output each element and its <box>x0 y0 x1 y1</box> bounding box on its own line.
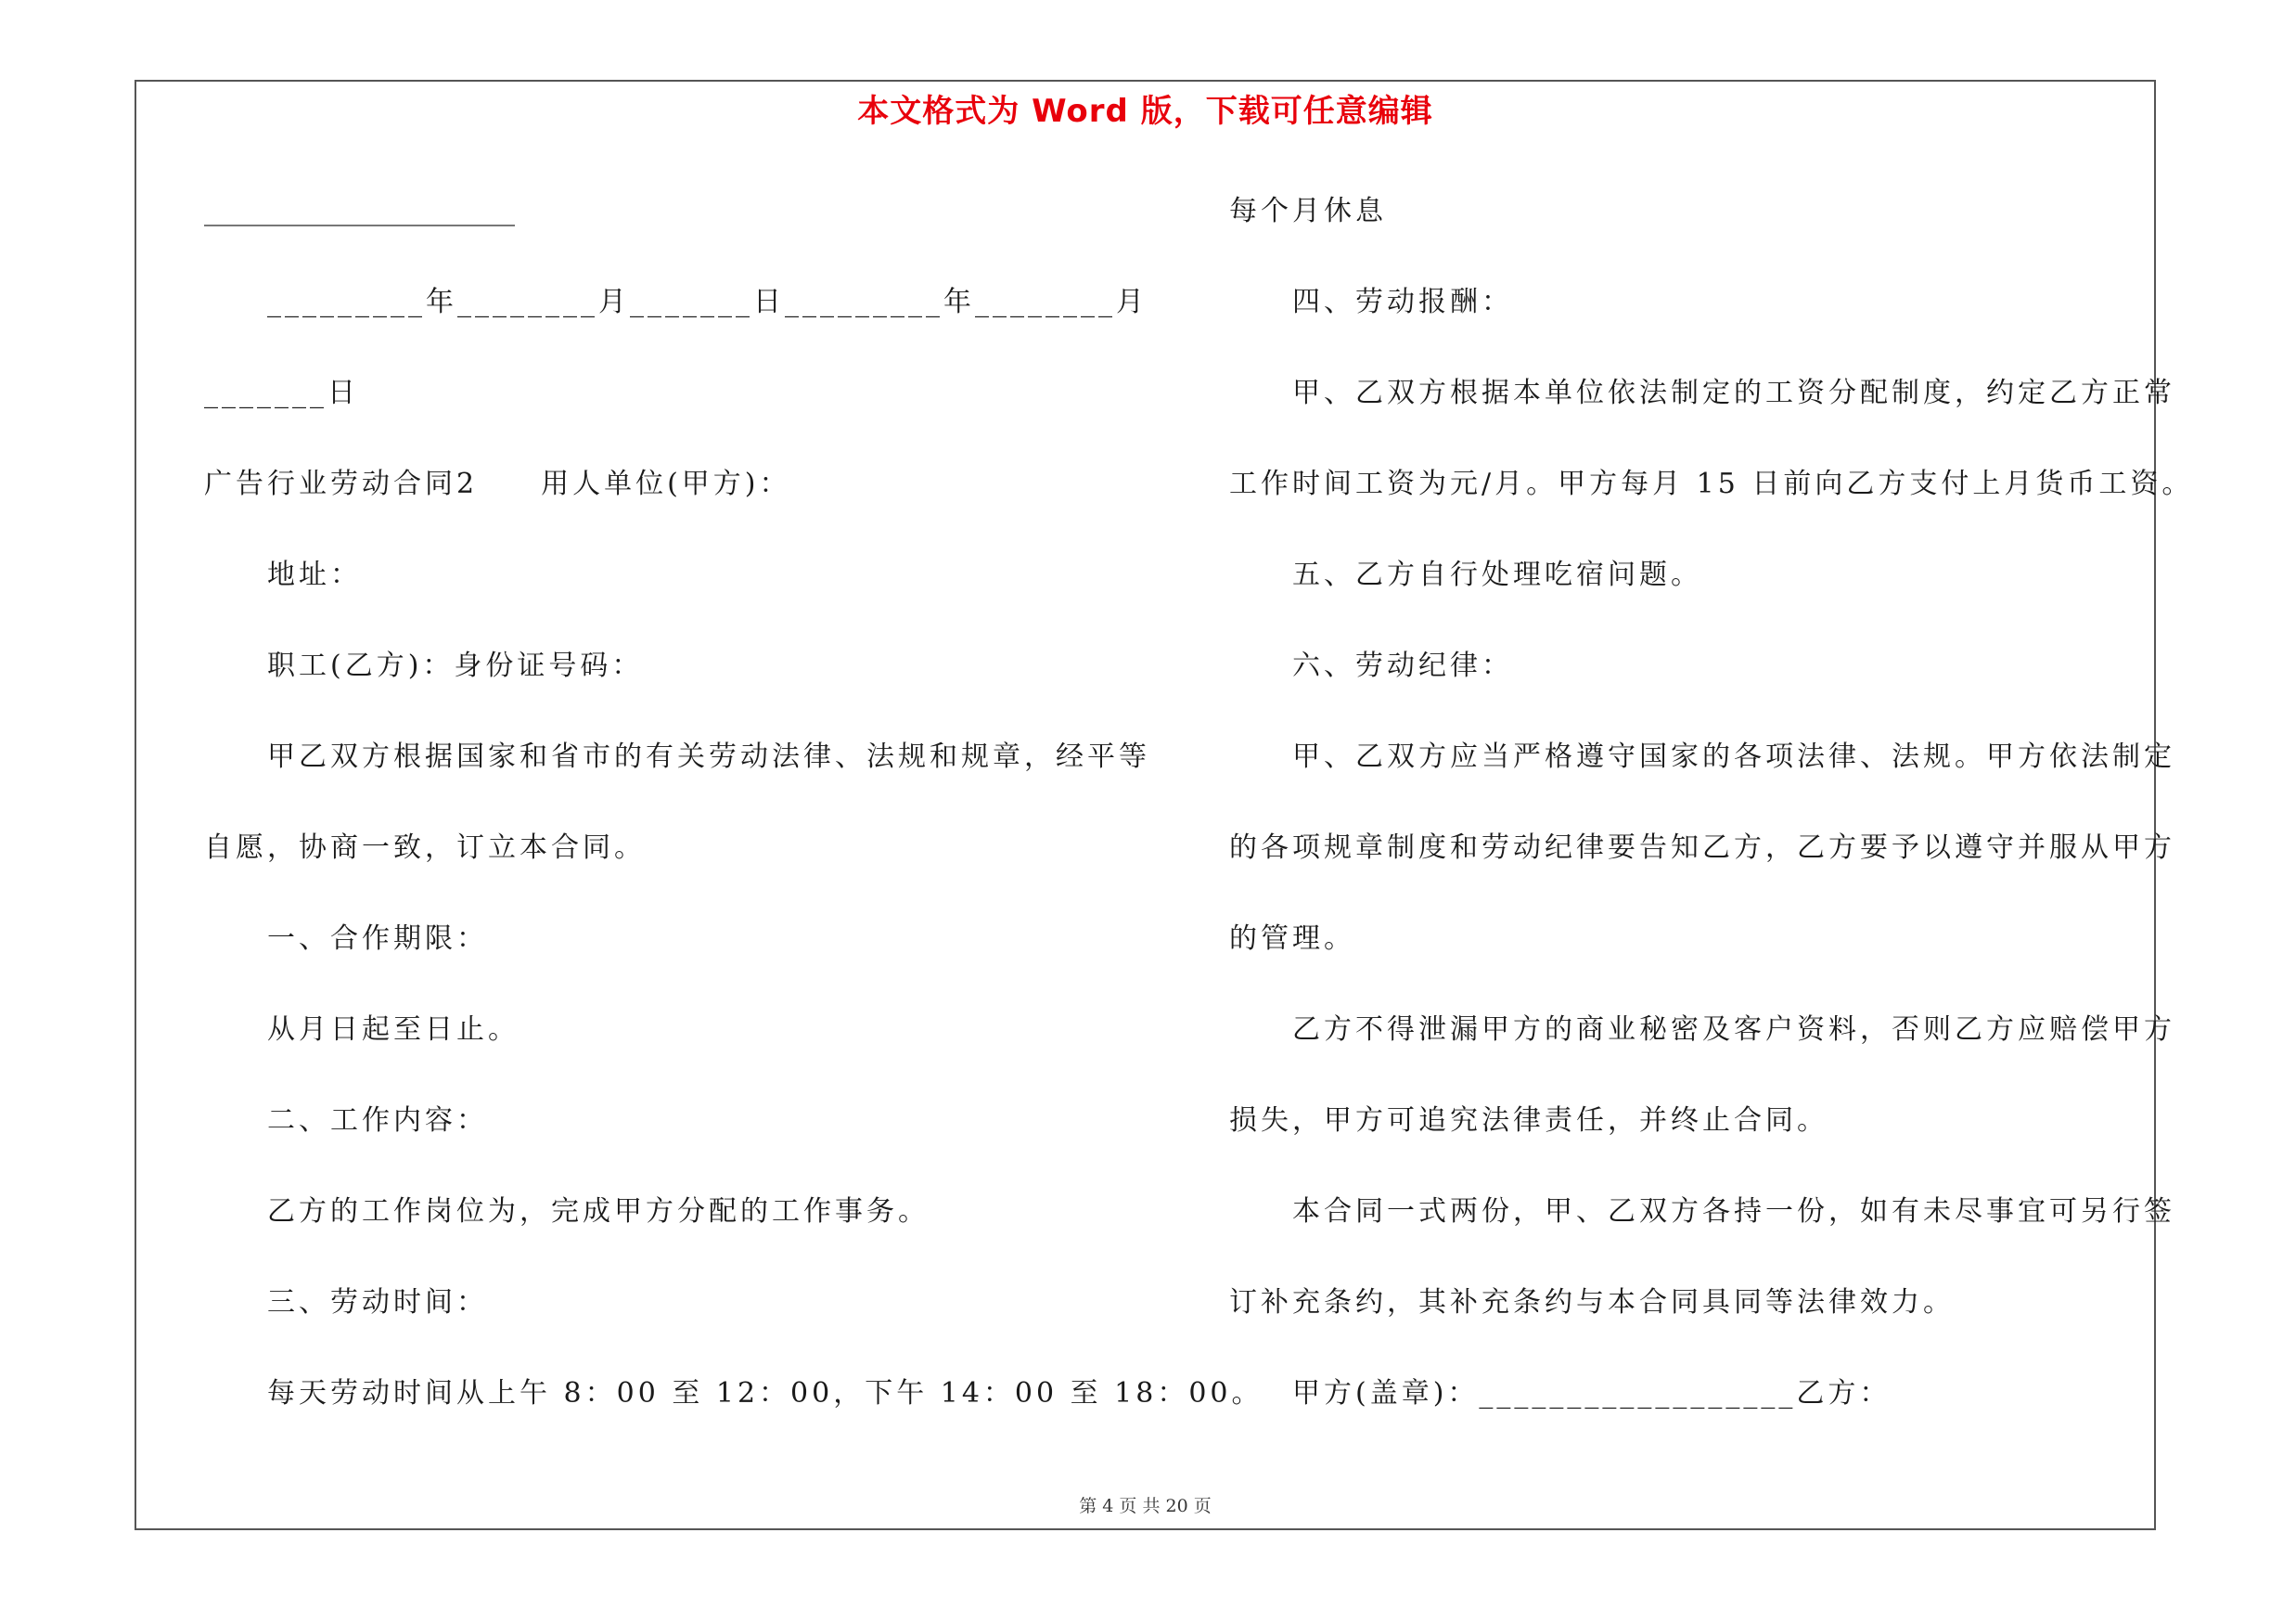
section-6-body-line-2: 的各项规章制度和劳动纪律要告知乙方，乙方要予以遵守并服从甲方 <box>1229 831 2175 864</box>
section-5: 五、乙方自行处理吃宿问题。 <box>1292 559 1702 591</box>
word-format-banner: 本文格式为 Word 版，下载可任意编辑 <box>857 93 1433 130</box>
date-line: _________年________月_______日_________年________月 <box>267 286 1148 318</box>
copies-line-1: 本合同一式两份，甲、乙双方各持一份，如有未尽事宜可另行签 <box>1292 1195 2175 1228</box>
intro-paragraph-line-2: 自愿，协商一致，订立本合同。 <box>204 831 646 864</box>
section-1-body: 从月日起至日止。 <box>267 1013 519 1046</box>
confidentiality-line-2: 损失，甲方可追究法律责任，并终止合同。 <box>1229 1104 1828 1137</box>
section-6-body-line-1: 甲、乙双方应当严格遵守国家的各项法律、法规。甲方依法制定 <box>1292 741 2175 773</box>
section-1-heading: 一、合作期限： <box>267 922 488 955</box>
section-4-heading: 四、劳动报酬： <box>1292 286 1513 318</box>
section-2-body: 乙方的工作岗位为，完成甲方分配的工作事务。 <box>267 1195 930 1228</box>
confidentiality-line-1: 乙方不得泄漏甲方的商业秘密及客户资料，否则乙方应赔偿甲方 <box>1292 1013 2175 1046</box>
section-6-body-line-3: 的管理。 <box>1229 922 1355 955</box>
section-3-body: 每天劳动时间从上午 8：00 至 12：00，下午 14：00 至 18：00。 <box>267 1377 1263 1410</box>
page-number: 第 4 页 共 20 页 <box>1079 1496 1212 1516</box>
intro-paragraph-line-1: 甲乙双方根据国家和省市的有关劳动法律、法规和规章，经平等 <box>267 741 1150 773</box>
copies-line-2: 订补充条约，其补充条约与本合同具同等法律效力。 <box>1229 1286 1955 1319</box>
employee-field: 职工(乙方)：身份证号码： <box>267 650 644 682</box>
address-field: 地址： <box>267 559 362 591</box>
section-6-heading: 六、劳动纪律： <box>1292 650 1513 682</box>
section-2-heading: 二、工作内容： <box>267 1104 488 1137</box>
date-day: _______日 <box>204 377 359 409</box>
section-3-heading: 三、劳动时间： <box>267 1286 488 1319</box>
rest-line: 每个月休息 <box>1229 195 1387 227</box>
blank-underline <box>204 225 515 226</box>
contract-title-line: 广告行业劳动合同2 用人单位(甲方)： <box>204 468 791 500</box>
section-4-body-line-2: 工作时间工资为元/月。甲方每月 15 日前向乙方支付上月货币工资。 <box>1229 468 2194 500</box>
signature-line: 甲方(盖章)：__________________乙方： <box>1292 1377 1892 1410</box>
section-4-body-line-1: 甲、乙双方根据本单位依法制定的工资分配制度，约定乙方正常 <box>1292 377 2175 409</box>
